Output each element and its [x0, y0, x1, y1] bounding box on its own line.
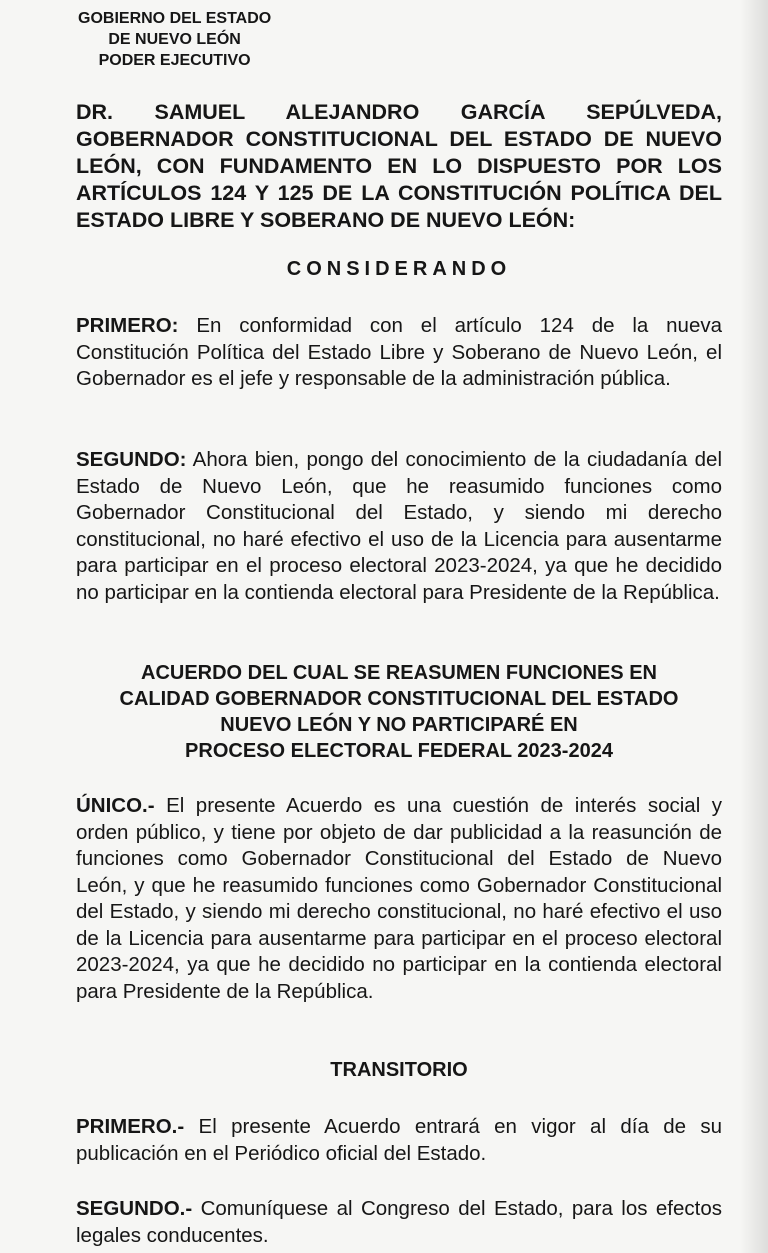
segundo-lead: SEGUNDO: — [76, 448, 187, 471]
transitorio-segundo-lead: SEGUNDO.- — [76, 1197, 193, 1220]
unico-text: El presente Acuerdo es una cuestión de interés social y orden público, y tiene por objeto de dar publicidad a la reasunción de funciones como Gobernador Constitucional del Estado de Nuevo León, y que he reasumido funciones como Gobernador Constitucional del Estado, y siendo mi derecho constitucional, no haré efectivo el uso de la Licencia para ausentarme para participar en el proceso electoral 2023-2024, ya que he decidido no participar en la contienda electoral para Presidente de la República. — [76, 794, 722, 1003]
considerando-heading: CONSIDERANDO — [286, 258, 512, 280]
government-header — [78, 8, 271, 71]
header-line-2: DE NUEVO LEÓN — [108, 31, 241, 48]
acuerdo-heading-line-3: NUEVO LEÓN Y NO PARTICIPARÉ EN — [220, 714, 578, 736]
acuerdo-heading-line-4: PROCESO ELECTORAL FEDERAL 2023-2024 — [185, 740, 613, 762]
header-line-3: PODER EJECUTIVO — [98, 52, 251, 69]
transitorio-primero-lead: PRIMERO.- — [76, 1115, 185, 1138]
transitorio-segundo-paragraph — [76, 1196, 722, 1249]
unico-paragraph — [76, 793, 722, 1005]
transitorio-segundo-text: Comuníquese al Congreso del Estado, para los efectos legales conducentes. — [76, 1197, 722, 1247]
intro-paragraph: DR. SAMUEL ALEJANDRO GARCÍA SEPÚLVEDA, GOBERNADOR CONSTITUCIONAL DEL ESTADO DE NUEVO LEÓN, CON FUNDAMENTO EN LO DISPUESTO POR LOS ARTÍCULOS 124 Y 125 DE LA CONSTITUCIÓN POLÍTICA DEL ESTADO LIBRE Y SOBERANO DE NUEVO LEÓN: — [76, 100, 722, 232]
segundo-paragraph — [76, 447, 722, 606]
transitorio-primero-text: El presente Acuerdo entrará en vigor al día de su publicación en el Periódico oficial del Estado. — [76, 1115, 722, 1165]
segundo-text: Ahora bien, pongo del conocimiento de la ciudadanía del Estado de Nuevo León, que he reasumido funciones como Gobernador Constitucional del Estado, y siendo mi derecho constitucional, no haré efectivo el uso de la Licencia para ausentarme para participar en el proceso electoral 2023-2024, ya que he decidido no participar en la contienda electoral para Presidente de la República. — [76, 448, 722, 604]
acuerdo-heading-line-2: CALIDAD GOBERNADOR CONSTITUCIONAL DEL ESTADO — [119, 688, 679, 710]
primero-lead: PRIMERO: — [76, 314, 179, 337]
transitorio-heading: TRANSITORIO — [330, 1059, 468, 1081]
page-edge-shadow — [740, 0, 768, 1253]
acuerdo-heading — [76, 660, 722, 764]
transitorio-primero-paragraph — [76, 1114, 722, 1167]
acuerdo-heading-line-1: ACUERDO DEL CUAL SE REASUMEN FUNCIONES EN — [141, 662, 657, 684]
primero-paragraph — [76, 313, 722, 393]
primero-text: En conformidad con el artículo 124 de la nueva Constitución Política del Estado Libre y Soberano de Nuevo León, el Gobernador es el jefe y responsable de la administración pública. — [76, 314, 722, 390]
header-line-1: GOBIERNO DEL ESTADO — [78, 10, 272, 27]
unico-lead: ÚNICO.- — [76, 794, 155, 817]
